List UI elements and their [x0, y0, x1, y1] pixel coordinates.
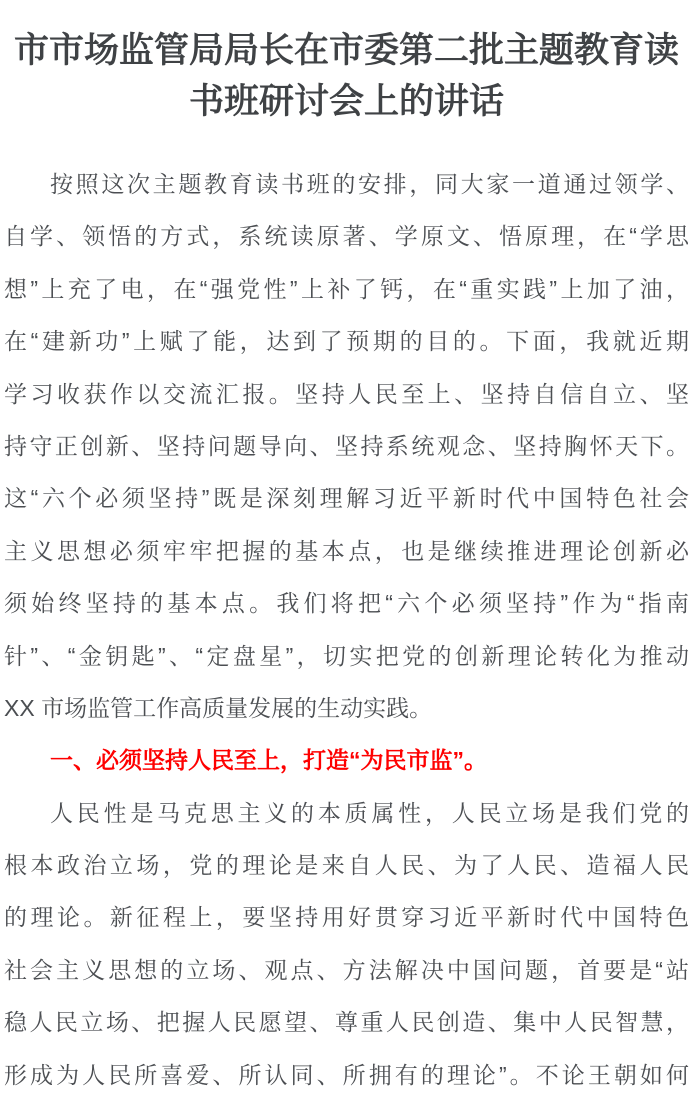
body-paragraph — [4, 158, 689, 734]
text-line: 持守正创新、坚持问题导向、坚持系统观念、坚持胸怀天下。 — [4, 432, 689, 459]
text-line: 社会主义思想的立场、观点、方法解决中国问题，首要是“站 — [4, 956, 689, 983]
section-heading — [4, 734, 689, 786]
text-line: 人民性是马克思主义的本质属性，人民立场是我们党的 — [50, 799, 689, 826]
text-line: 根本政治立场，党的理论是来自人民、为了人民、造福人民 — [4, 852, 689, 879]
text-line: 按照这次主题教育读书班的安排，同大家一道通过领学、 — [50, 171, 689, 197]
text-line: 这“六个必须坚持”既是深刻理解习近平新时代中国特色社会 — [4, 485, 689, 512]
document-body — [4, 158, 689, 1101]
text-line: 自学、领悟的方式，系统读原著、学原文、悟原理，在“学思 — [4, 223, 689, 250]
text-line: 针”、“金钥匙”、“定盘星”，切实把党的创新理论转化为推动 — [4, 642, 689, 669]
section-heading-line: 一、必须坚持人民至上，打造“为民市监”。 — [50, 747, 487, 774]
text-line: 主义思想必须牢牢把握的基本点，也是继续推进理论创新必 — [4, 537, 689, 564]
text-line: 须始终坚持的基本点。我们将把“六个必须坚持”作为“指南 — [4, 590, 689, 617]
text-line: 学习收获作以交流汇报。坚持人民至上、坚持自信自立、坚 — [4, 380, 689, 407]
text-line: 的理论。新征程上，要坚持用好贯穿习近平新时代中国特色 — [4, 904, 689, 931]
text-line: XX 市场监管工作高质量发展的生动实践。 — [4, 694, 433, 721]
text-line: 稳人民立场、把握人民愿望、尊重人民创造、集中人民智慧， — [4, 1009, 689, 1036]
body-paragraph — [4, 787, 689, 1101]
text-line: 想”上充了电，在“强党性”上补了钙，在“重实践”上加了油， — [4, 275, 689, 302]
document-title: 市市场监管局局长在市委第二批主题教育读书班研讨会上的讲话 — [13, 31, 679, 121]
text-line: 形成为人民所喜爱、所认同、所拥有的理论”。不论王朝如何 — [4, 1061, 689, 1088]
text-line: 在“建新功”上赋了能，达到了预期的目的。下面，我就近期 — [4, 328, 689, 355]
